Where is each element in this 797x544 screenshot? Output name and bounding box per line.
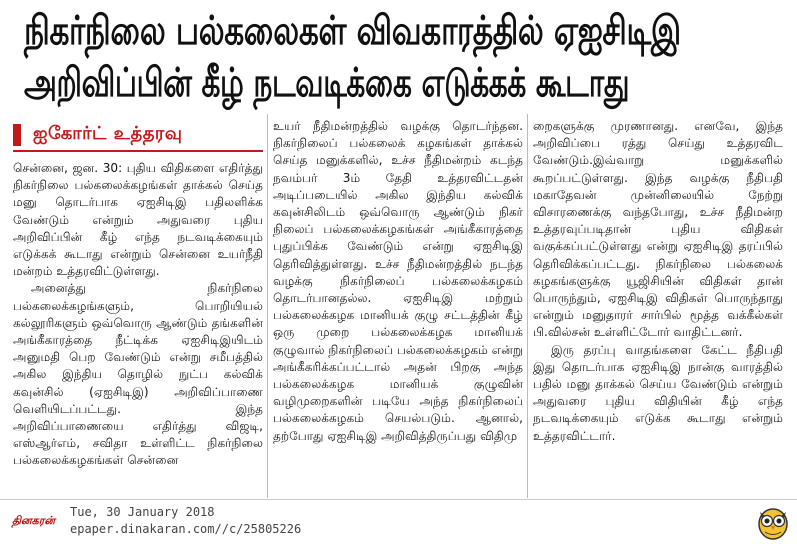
subheading-underline <box>13 150 263 152</box>
subheading-block <box>13 118 263 152</box>
owl-icon <box>756 504 790 540</box>
subheading: ஐகோர்ட் உத்தரவு <box>33 123 183 144</box>
article-column-3 <box>533 118 783 445</box>
subheading-accent-bar <box>13 124 21 146</box>
column2-paragraph-1: உயர் நீதிமன்றத்தில் வழக்கு தொடர்ந்தன. நிகர்நிலைப் பல்கலைக் கழகங்கள் தாக்கல் செய்த மனுக்களில், உச்ச நீதிமன்றம் கடந்த நவம்பர் 3ம் தேதி உத்தரவிட்டதன் அடிப்படையில் அகில இந்திய கல்விக் கவுன்சிலிடம் ஒவ்வொரு ஆண்டும் நிகர் நிலைப் பல்கலைக்கழகங்கள் அங்கீகாரத்தை புதுப்பிக்க வேண்டும் என்று ஏஐசிடிஇ தெரிவித்துள்ளது. உச்ச நீதிமன்றத்தில் நடந்த வழக்கு நிகர்நிலைப் பல்கலைக்கழகம் தொடர்பானதல்ல. ஏஐசிடிஇ மற்றும் பல்கலைக்கழக மானியக் குழு சட்டத்தின் கீழ் ஒரு முறை பல்கலைக்கழக மானியக் குழுவால் நிகர்நிலைப் பல்கலைக்கழகம் என்று அங்கீகரிக்கப்பட்டால் அதன் பிறகு அந்த பல்கலைக்கழக மானியக் குழுவின் வழிமுறைகளின் படியே அந்த நிகர்நிலைப் பல்கலைக்கழகம் செயல்படும். ஆனால், தற்போது ஏஐசிடிஇ அறிவித்திருப்பது விதிமு <box>273 119 523 443</box>
column1-paragraph-1: சென்னை, ஜன. 30: புதிய விதிகளை எதிர்த்து நிகர்நிலை பல்கலைக்கழங்கள் தாக்கல் செய்த மனு தொடர்பாக ஏஐசிடிஇ பதிலளிக்க வேண்டும் என்றும் அதுவரை புதிய அறிவிப்பின் கீழ் எந்த நடவடிக்கையும் எடுக்கக் கூடாது என்றும் சென்னை உயர்நீதி மன்றம் உத்தரவிட்டுள்ளது. <box>13 161 263 279</box>
epaper-url[interactable]: epaper.dinakaran.com//c/25805226 <box>70 522 302 536</box>
column3-paragraph-2: இரு தரப்பு வாதங்களை கேட்ட நீதிபதி இது தொடர்பாக ஏஐசிடிஇ நான்கு வாரத்தில் பதில் மனு தாக்கல் செய்ய வேண்டும் என்றும் அதுவரை புதிய விதியின் கீழ் எந்த நடவடிக்கையும் எடுக்க கூடாது என்றும் உத்தரவிட்டார். <box>533 342 783 443</box>
dinakaran-logo: தினகரன் <box>12 514 56 527</box>
headline-line-2: அறிவிப்பின் கீழ் நடவடிக்கை எடுக்கக் கூடாது <box>24 60 630 106</box>
epaper-footer <box>0 499 797 544</box>
headline-line-1: நிகர்நிலை பல்கலைகள் விவகாரத்தில் ஏஐசிடிஇ <box>24 8 681 54</box>
article-column-2 <box>273 118 523 445</box>
column3-paragraph-1: றைகளுக்கு முரணானது. எனவே, இந்த அறிவிப்பை ரத்து செய்து உத்தரவிட வேண்டும்.இவ்வாறு மனுக்களில் கூறப்பட்டுள்ளது. இந்த வழக்கு நீதிபதி மகாதேவன் முன்னிலையில் நேற்று விசாரணைக்கு வந்தபோது, உச்ச நீதிமன்ற உத்தரவுப்படிதான் புதிய விதிகள் வகுக்கப்பட்டுள்ளது என்று ஏஐசிடிஇ தரப்பில் தெரிவிக்கப்பட்டது. நிகர்நிலை பல்கலைக் கழகங்களுக்கு யூஜிசியின் விதிகள் தான் பொருந்தும், ஏஐசிடிஇ விதிகள் பொருந்தாது என்றும் மனுதாரர் சார்பில் மூத்த வக்கீல்கள் பி.வில்சன் உள்ளிட்டோர் வாதிட்டனர். <box>533 119 783 340</box>
column1-paragraph-2: அனைத்து நிகர்நிலை பல்கலைக்கழங்களும், பொறியியல் கல்லூரிகளும் ஒவ்வொரு ஆண்டும் தங்களின் அங்கீகாரத்தை நீட்டிக்க ஏஐசிடிஇயிடம் அனுமதி பெற வேண்டும் என்று சமீபத்தில் அகில இந்திய தொழில் நுட்ப கல்விக் கவுன்சில் (ஏஐசிடிஇ) அறிவிப்பாணை வெளியிடப்பட்டது. இந்த அறிவிப்பாணையை எதிர்த்து விஜடி, எஸ்ஆர்எம், சவிதா உள்ளிட்ட நிகர்நிலை பல்கலைக்கழகங்கள் சென்னை <box>13 281 263 468</box>
column-divider <box>267 114 268 498</box>
article-column-1 <box>13 160 263 470</box>
column-divider <box>527 114 528 498</box>
footer-meta <box>70 504 301 538</box>
publication-date: Tue, 30 January 2018 <box>70 505 215 519</box>
